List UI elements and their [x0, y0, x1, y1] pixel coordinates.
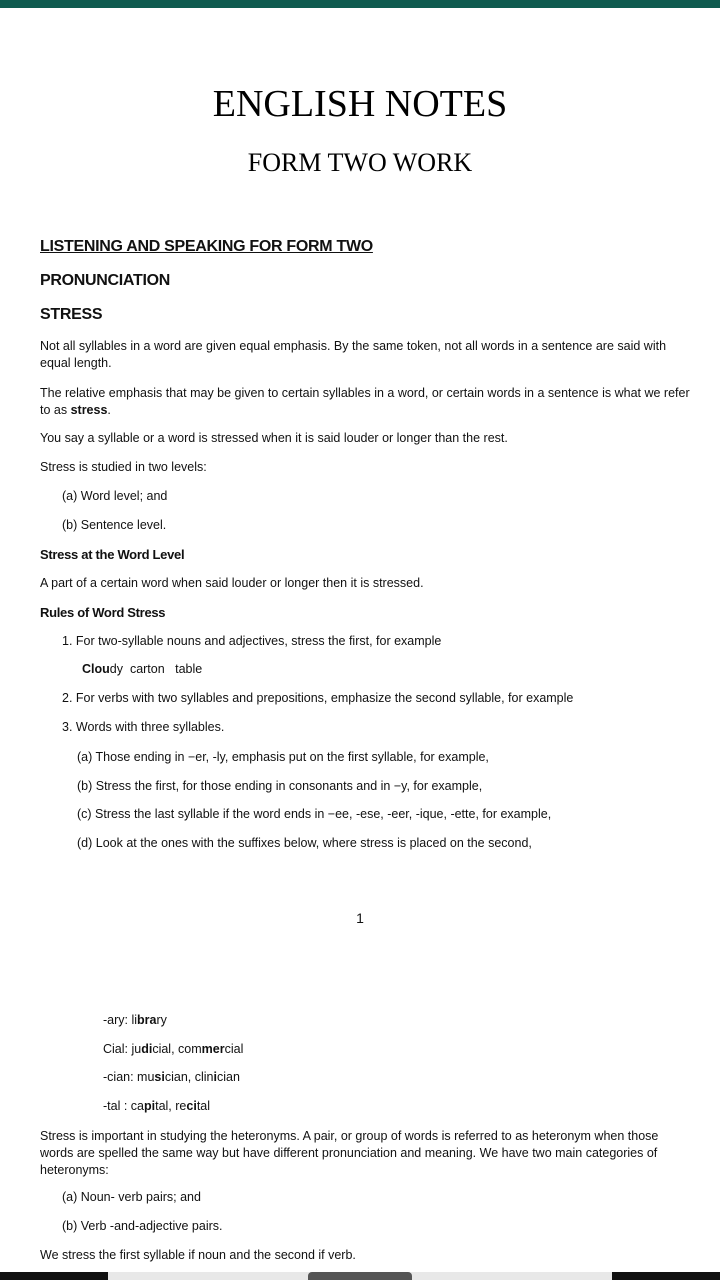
subrule-item: (c) Stress the last syllable if the word ends in −ee, -ese, -eer, -ique, -ette, for example,: [77, 807, 552, 821]
paragraph-4: Stress is studied in two levels:: [40, 460, 207, 474]
subrule-item: (a) Those ending in −er, -ly, emphasis put on the first syllable, for example,: [77, 750, 489, 764]
heteronym-paragraph: Stress is important in studying the heteronyms. A pair, or group of words is referred to as heteronym when those words are spelled the same way but have different pronunciation and meaning. We have two main categories of heteronyms:: [40, 1129, 659, 1177]
section-heading: LISTENING AND SPEAKING FOR FORM TWO: [40, 238, 373, 255]
pronunciation-heading: PRONUNCIATION: [40, 272, 171, 289]
list-item: (b) Sentence level.: [62, 518, 167, 532]
list-item: (a) Noun- verb pairs; and: [62, 1190, 201, 1204]
subrule-item: (d) Look at the ones with the suffixes below, where stress is placed on the second,: [77, 836, 532, 850]
navigation-bar: [0, 1272, 720, 1280]
rule-example: Cloudy carton table: [82, 662, 203, 676]
paragraph-3: You say a syllable or a word is stressed when it is said louder or longer than the rest.: [40, 431, 508, 445]
document-title: ENGLISH NOTES: [212, 83, 508, 125]
page-number: 1: [356, 910, 364, 926]
rule-item: 3. Words with three syllables.: [62, 720, 225, 734]
list-item: (a) Word level; and: [62, 489, 168, 503]
suffix-example: -tal : capital, recital: [103, 1099, 211, 1113]
final-line: We stress the first syllable if noun and the second if verb.: [40, 1248, 356, 1262]
document-subtitle: FORM TWO WORK: [247, 148, 473, 177]
top-status-bar: [0, 0, 720, 8]
paragraph-2: The relative emphasis that may be given to certain syllables in a word, or certain words in a sentence is what we refer to as stress.: [40, 386, 690, 417]
list-item: (b) Verb -and-adjective pairs.: [62, 1219, 223, 1233]
rule-item: 1. For two-syllable nouns and adjectives, stress the first, for example: [62, 634, 442, 648]
word-level-text: A part of a certain word when said louder or longer then it is stressed.: [40, 576, 424, 590]
word-level-heading: Stress at the Word Level: [40, 547, 185, 562]
suffix-example: -ary: library: [103, 1013, 167, 1027]
suffix-example: -cian: musician, clinician: [103, 1070, 240, 1084]
rule-item: 2. For verbs with two syllables and prepositions, emphasize the second syllable, for example: [62, 691, 574, 705]
rules-heading: Rules of Word Stress: [40, 605, 166, 620]
subrule-item: (b) Stress the first, for those ending in consonants and in −y, for example,: [77, 779, 483, 793]
paragraph-1: Not all syllables in a word are given equal emphasis. By the same token, not all words in a sentence are said with equal length.: [40, 339, 667, 370]
stress-heading: STRESS: [40, 306, 103, 323]
home-indicator[interactable]: [308, 1272, 412, 1280]
suffix-example: Cial: judicial, commercial: [103, 1042, 244, 1056]
